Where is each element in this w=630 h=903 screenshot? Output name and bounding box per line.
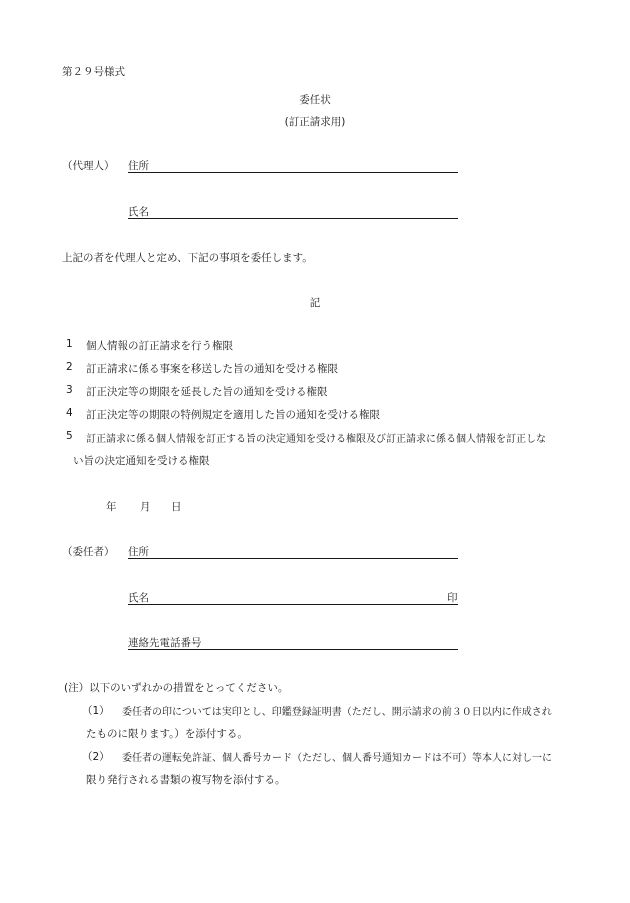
item-5-number: 5 bbox=[66, 430, 73, 442]
ki-heading: 記 bbox=[309, 297, 321, 309]
note-1-line2: たものに限ります。）を添付する。 bbox=[86, 728, 248, 740]
note-2-number: （2） bbox=[82, 751, 110, 763]
note-2-line2: 限り発行される書類の複写物を添付する。 bbox=[86, 774, 286, 786]
item-1-number: 1 bbox=[66, 338, 73, 350]
delegator-name-label: 氏名 bbox=[128, 592, 149, 604]
item-5-text-cont: い旨の決定通知を受ける権限 bbox=[73, 455, 210, 467]
note-1-line1: 委任者の印については実印とし、印鑑登録証明書（ただし、開示請求の前３０日以内に作成され bbox=[122, 707, 552, 718]
seal-mark: 印 bbox=[447, 592, 458, 604]
agent-name-label: 氏名 bbox=[128, 206, 149, 218]
note-1-number: （1） bbox=[82, 705, 110, 717]
delegator-name-line[interactable] bbox=[128, 604, 458, 605]
agent-name-line[interactable] bbox=[128, 218, 458, 219]
item-5-text: 訂正請求に係る個人情報を訂正する旨の決定通知を受ける権限及び訂正請求に係る個人情報を訂正しな bbox=[86, 434, 546, 445]
date-month: 月 bbox=[140, 501, 151, 513]
delegator-address-label: 住所 bbox=[128, 546, 149, 558]
agent-address-label: 住所 bbox=[128, 160, 149, 172]
delegator-address-line[interactable] bbox=[128, 558, 458, 559]
note-2-line1: 委任者の運転免許証、個人番号カード（ただし、個人番号通知カードは不可）等本人に対し一に bbox=[122, 753, 552, 764]
item-4-text: 訂正決定等の期限の特例規定を適用した旨の通知を受ける権限 bbox=[86, 409, 380, 421]
delegator-phone-line[interactable] bbox=[128, 649, 458, 650]
item-3-number: 3 bbox=[66, 384, 73, 396]
document-title: 委任状 bbox=[299, 94, 331, 106]
agent-label: （代理人） bbox=[62, 160, 115, 172]
item-2-text: 訂正請求に係る事案を移送した旨の通知を受ける権限 bbox=[86, 363, 338, 375]
item-3-text: 訂正決定等の期限を延長した旨の通知を受ける権限 bbox=[86, 386, 328, 398]
agent-address-line[interactable] bbox=[128, 172, 458, 173]
form-number: 第２９号様式 bbox=[62, 66, 125, 78]
delegation-statement: 上記の者を代理人と定め、下記の事項を委任します。 bbox=[62, 252, 313, 264]
document-subtitle: (訂正請求用) bbox=[284, 116, 346, 128]
item-1-text: 個人情報の訂正請求を行う権限 bbox=[86, 340, 233, 352]
item-4-number: 4 bbox=[66, 407, 73, 419]
delegator-phone-label: 連絡先電話番号 bbox=[128, 637, 202, 649]
note-intro: (注）以下のいずれかの措置をとってください。 bbox=[64, 682, 289, 694]
date-year: 年 bbox=[106, 501, 117, 513]
date-day: 日 bbox=[171, 501, 182, 513]
delegator-label: （委任者） bbox=[62, 546, 115, 558]
item-2-number: 2 bbox=[66, 361, 73, 373]
